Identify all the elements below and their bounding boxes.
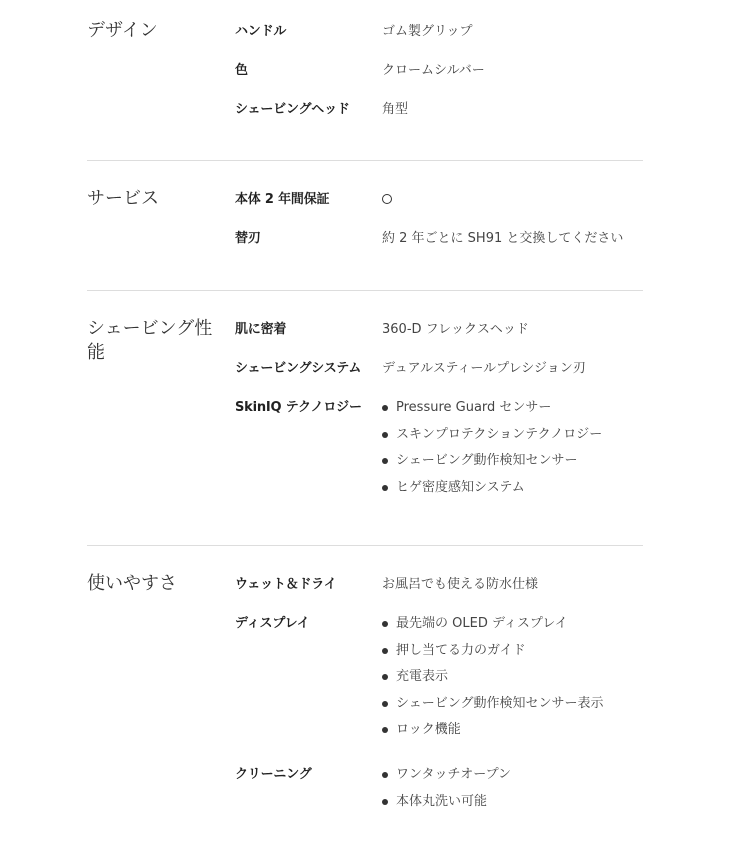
spec-label: 色 <box>235 63 248 78</box>
spec-row-display <box>235 614 643 765</box>
list-item: 最先端の OLED ディスプレイ <box>382 614 643 641</box>
section-title: シェービング性能 <box>87 318 213 363</box>
bullet-icon <box>382 432 388 438</box>
spec-value <box>382 190 643 211</box>
spec-row-warranty <box>235 190 643 229</box>
spec-row-color <box>235 61 643 100</box>
spec-row-shaving-system <box>235 359 643 398</box>
bullet-icon <box>382 621 388 627</box>
list-item: シェービング動作検知センサー表示 <box>382 694 643 721</box>
list-item: ロック機能 <box>382 720 643 747</box>
spec-row-handle <box>235 22 643 61</box>
section-title: サービス <box>87 188 159 209</box>
spec-value <box>382 765 643 818</box>
spec-row-skin-contact <box>235 320 643 359</box>
section-design <box>87 0 643 161</box>
spec-label: シェービングシステム <box>235 361 362 376</box>
feature-list <box>382 398 643 504</box>
spec-label: ディスプレイ <box>235 616 310 631</box>
section-shaving-performance <box>87 291 643 546</box>
list-item: スキンプロテクションテクノロジー <box>382 425 643 452</box>
list-item: Pressure Guard センサー <box>382 398 643 425</box>
spec-value <box>382 614 643 747</box>
bullet-icon <box>382 701 388 707</box>
spec-label: 替刃 <box>235 231 261 246</box>
spec-value: 約 2 年ごとに SH91 と交換してください <box>382 231 624 246</box>
spec-label: 肌に密着 <box>235 322 287 337</box>
spec-row-blade <box>235 229 643 268</box>
list-item: 本体丸洗い可能 <box>382 792 643 819</box>
spec-value: お風呂でも使える防水仕様 <box>382 577 539 592</box>
feature-list <box>382 765 643 818</box>
spec-value: 角型 <box>382 102 409 117</box>
spec-value <box>382 398 643 504</box>
section-usability <box>87 546 643 856</box>
spec-row-wet-dry <box>235 575 643 614</box>
spec-label: ウェット＆ドライ <box>235 577 337 592</box>
spec-row-shaving-head <box>235 100 643 139</box>
spec-label: シェービングヘッド <box>235 102 350 117</box>
bullet-icon <box>382 799 388 805</box>
list-item: シェービング動作検知センサー <box>382 451 643 478</box>
list-item: ワンタッチオープン <box>382 765 643 792</box>
bullet-icon <box>382 485 388 491</box>
bullet-icon <box>382 727 388 733</box>
spec-value: 360-D フレックスヘッド <box>382 322 529 337</box>
bullet-icon <box>382 405 388 411</box>
section-title: 使いやすさ <box>87 573 177 594</box>
spec-table <box>87 0 643 856</box>
bullet-icon <box>382 648 388 654</box>
bullet-icon <box>382 458 388 464</box>
spec-value: デュアルスティールプレシジョン刃 <box>382 361 586 376</box>
list-item: 押し当てる力のガイド <box>382 641 643 668</box>
spec-row-skiniq <box>235 398 643 504</box>
section-title: デザイン <box>87 20 158 41</box>
list-item: 充電表示 <box>382 667 643 694</box>
list-item: ヒゲ密度感知システム <box>382 478 643 505</box>
feature-list <box>382 614 643 747</box>
spec-label: SkinIQ テクノロジー <box>235 400 362 415</box>
spec-value: クロームシルバー <box>382 63 485 78</box>
spec-label: クリーニング <box>235 767 312 782</box>
section-service <box>87 161 643 291</box>
bullet-icon <box>382 772 388 778</box>
available-circle-icon <box>382 194 392 204</box>
spec-value: ゴム製グリップ <box>382 24 473 39</box>
spec-row-cleaning <box>235 765 643 818</box>
bullet-icon <box>382 674 388 680</box>
spec-label: ハンドル <box>235 24 287 39</box>
spec-label: 本体 2 年間保証 <box>235 192 330 207</box>
